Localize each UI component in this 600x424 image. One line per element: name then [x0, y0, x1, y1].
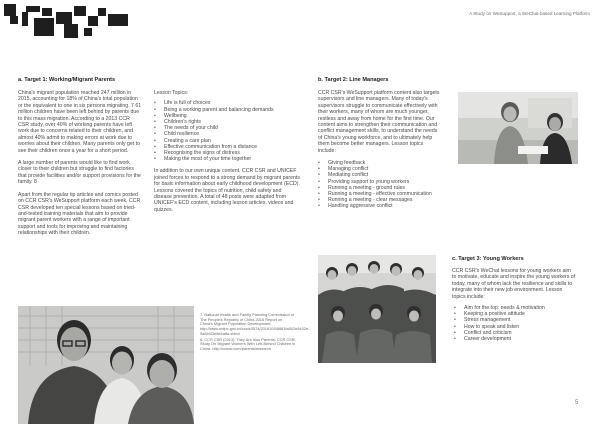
paragraph: A large number of parents would like to find work closer to their children but struggle to find factories that provide facilities and/or support provisions for the family. 8 — [18, 160, 141, 186]
list-item: • Mediating conflict — [318, 172, 442, 178]
list-item: • The needs of your child — [154, 125, 300, 131]
list-item: • Being a working parent and balancing demands — [154, 107, 300, 113]
line-manager-topics-list — [318, 160, 442, 210]
paragraph: China's migrant population reached 247 million in 2015, accounting for 18% of China's total population or the equivalent to one in six persons migrating. 7 61 million children have been left behind by parents due to this mass migration. According to a 2013 CCR CSR study, over 40% of working parents have left work due to concerns related to their children, and almost 40% admit to making errors at work due to worries about their children. Many parents only get to see their children once a year for a short period. — [18, 90, 142, 154]
list-item: • Effective communication from a distance — [154, 144, 300, 150]
photo-family — [18, 306, 194, 424]
list-item: • Providing support to young workers — [318, 179, 442, 185]
photo-young-workers — [318, 255, 436, 363]
list-item: • How to speak and listen — [454, 324, 576, 330]
list-item: • Life is full of choices — [154, 100, 300, 106]
list-item: • Handling aggressive conflict — [318, 203, 442, 209]
footnote: 7. National Health and Family Planning Commission of The People's Republic of China 2016 Report on China's Migrant Population Development. http://www.nhfpc.gov.cn/xcs/s3574/201610/58881fa502e5402e-9a84f43e8e5a8a.shtml — [200, 312, 310, 336]
photo-line-managers — [458, 92, 578, 164]
target-1-body — [18, 90, 142, 243]
target-3-paragraph: CCR CSR's WeChat lessons for young workers aim to motivate, educate and inspire the young workers of today, many of whom lack the resilience and skills to integrate into their new job environment. Lesson topics include: — [452, 268, 576, 300]
target-2-paragraph: CCR CSR's WeSupport platform content also targets supervisors and line managers. Many of today's supervisors struggle to communicate effectively with their workers, many of whom are much younger, restless and away from home for the first time. Our content aims to strengthen their communication and conflict management skills, to understand the needs of China's young workforce, and to ultimately help them become better managers. Lesson topics include: — [318, 90, 440, 154]
logo — [4, 4, 129, 42]
list-item: • Conflict and criticism — [454, 330, 576, 336]
paragraph: Apart from the regular tip articles and comics posted on CCR CSR's WeSupport platform each week, CCR CSR developed ten special lessons based on tried-and-tested training materials that aim to provide migrant parent workers with a range of important support and tools for improving and maintaining relationships with their children. — [18, 191, 141, 237]
page-number: 5 — [575, 400, 579, 406]
lesson-topics-label: Lesson Topics: — [154, 90, 189, 96]
footnote: 8. CCR CSR (2013) 'They Are Also Parents: CCR CSR Study On Migrant Workers With Left-Behind Children in China. http://ccrcsr.com/parents/research — [200, 336, 296, 351]
lesson-topics-list — [154, 100, 300, 162]
list-item: • Wellbeing — [154, 113, 300, 119]
list-item: • Making the most of your time together — [154, 156, 300, 162]
list-item: • Giving feedback — [318, 160, 442, 166]
section-title-target-2: b. Target 2: Line Managers — [318, 77, 389, 83]
list-item: • Managing conflict — [318, 166, 442, 172]
list-item: • Running a meeting - ground rules — [318, 185, 442, 191]
list-item: • Children's rights — [154, 119, 300, 125]
section-title-target-3: c. Target 3: Young Workers — [452, 256, 524, 262]
young-worker-topics-list — [452, 305, 576, 342]
list-item: • Running a meeting - effective communication — [318, 191, 442, 197]
footnotes — [200, 312, 310, 353]
list-item: • Career development — [454, 336, 576, 342]
list-item: • Aim for the top: needs & motivation — [454, 305, 576, 311]
section-title-target-1: a. Target 1: Working/Migrant Parents — [18, 77, 116, 83]
list-item: • Child resilience — [154, 131, 300, 137]
list-item: • Stress management — [454, 317, 576, 323]
target-2-body — [318, 90, 442, 210]
ecd-paragraph: In addition to our own unique content, CCR CSR and UNICEF joined forces to respond to a strong demand by migrant parents for basic information about early childhood development (ECD). Lessons covered the topics of nutrition, child safety and disease prevention. A total of 48 posts were adapted from UNICEF's ECD content, including lesson articles, videos and quizzes. — [154, 168, 300, 213]
target-3-body — [452, 268, 576, 342]
list-item: • Running a meeting - clear messages — [318, 197, 442, 203]
running-head: A Study on WeSupport, a WeChat-based Learning Platform — [469, 11, 590, 16]
list-item: • Creating a care plan — [154, 138, 300, 144]
list-item: • Recognising the signs of distress — [154, 150, 300, 156]
list-item: • Keeping a positive attitude — [454, 311, 576, 317]
lesson-topics-block — [154, 90, 300, 213]
